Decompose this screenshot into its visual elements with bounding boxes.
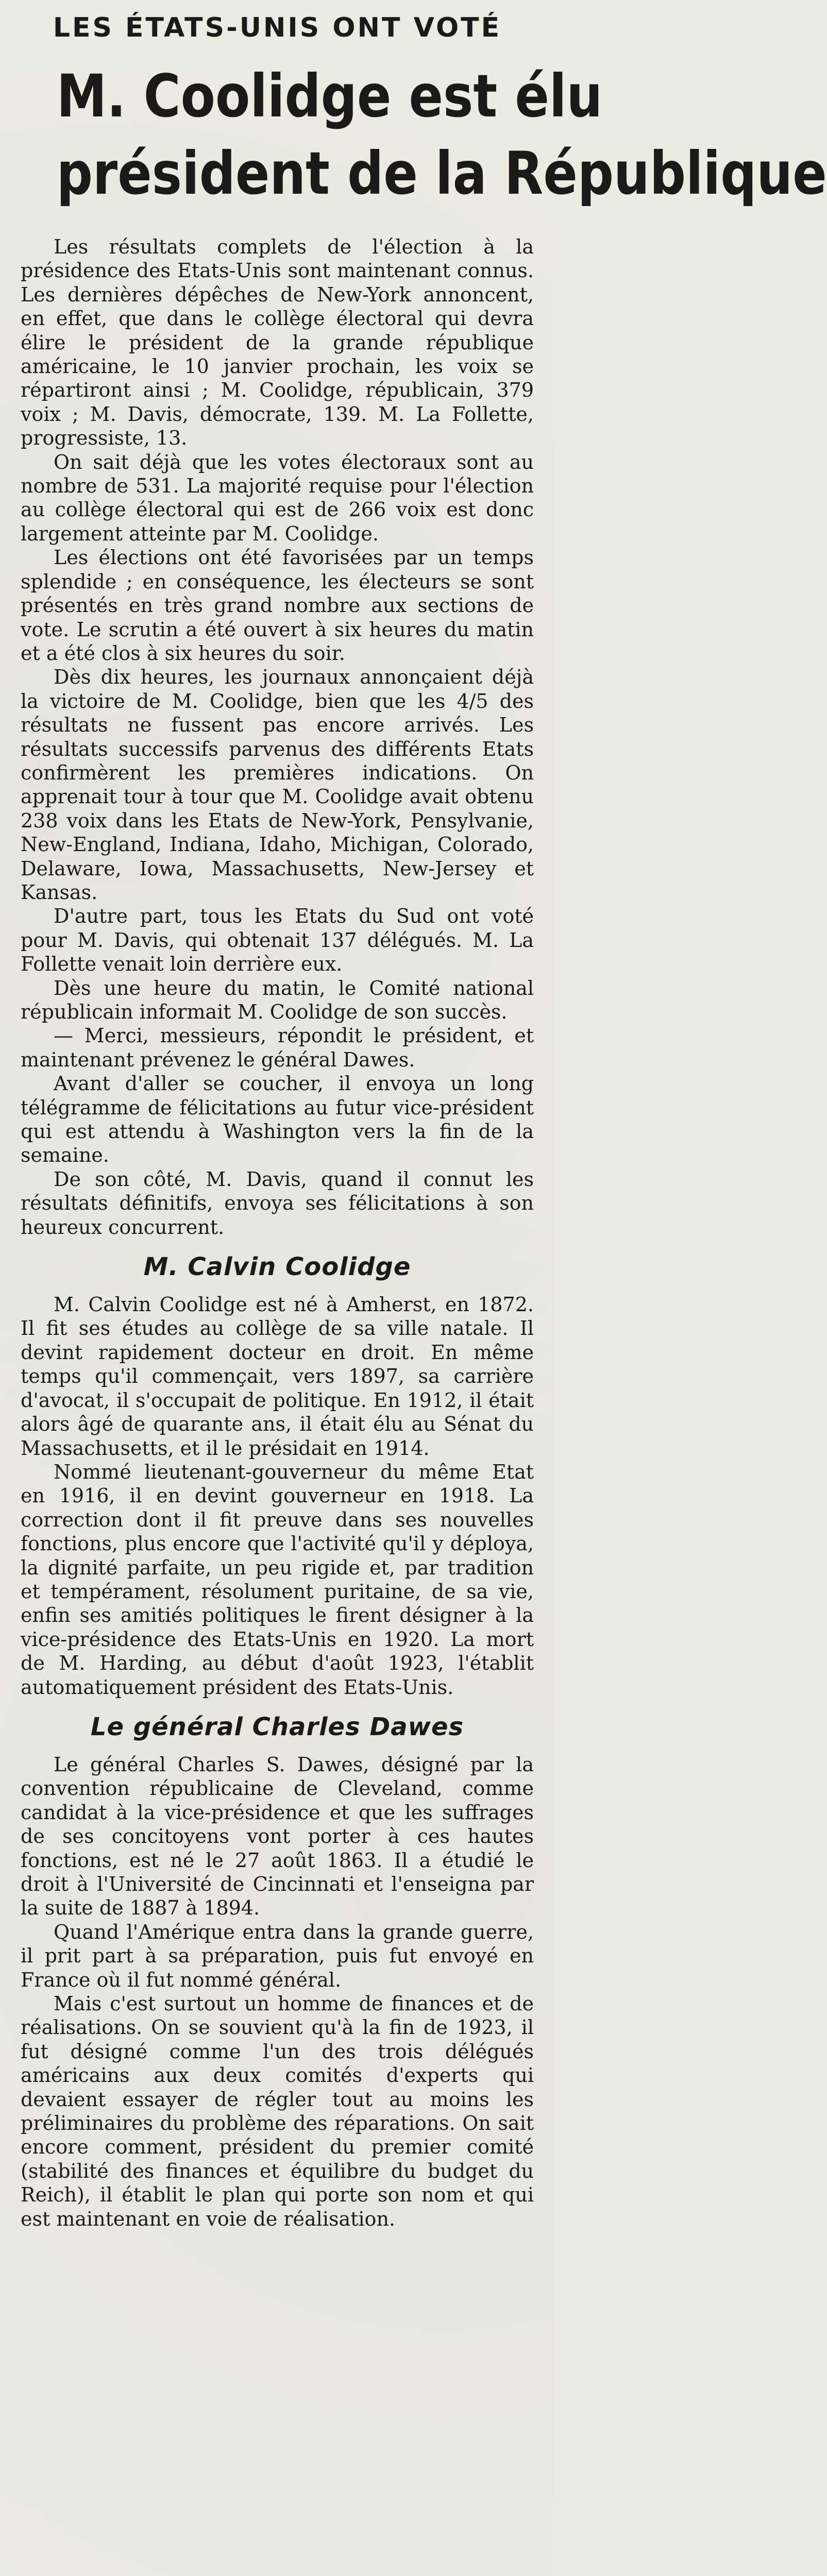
headline-line-2: président de la République xyxy=(56,139,827,208)
paragraph: Avant d'aller se coucher, il envoya un long télégramme de félicitations au futur vice-président qui est attendu à Washington vers la fin de la semaine. xyxy=(21,1072,534,1167)
paragraph: Mais c'est surtout un homme de finances et de réalisations. On se souvient qu'à la fin de 1923, il fut désigné comme l'un des trois délégués américains aux deux comités d'experts qui devaient essayer de régler tout au moins les préliminaires du problème des réparations. On sait encore comment, président du premier comité (stabilité des finances et équilibre du budget du Reich), il établit le plan qui porte son nom et qui est maintenant en voie de réalisation. xyxy=(21,1992,534,2230)
paragraph: Dès dix heures, les journaux annonçaient déjà la victoire de M. Coolidge, bien que les 4/5 des résultats ne fussent pas encore arrivés. Les résultats successifs parvenus des différents Etats confirmèrent les premières indications. On apprenait tour à tour que M. Coolidge avait obtenu 238 voix dans les Etats de New-York, Pensylvanie, New-England, Indiana, Idaho, Michigan, Colorado, Delaware, Iowa, Massachusetts, New-Jersey et Kansas. xyxy=(21,666,534,904)
article-dawes xyxy=(21,1753,534,2231)
paragraph: Quand l'Amérique entra dans la grande guerre, il prit part à sa préparation, puis fut envoyé en France où il fut nommé général. xyxy=(21,1920,534,1991)
headline-line-1: M. Coolidge est élu xyxy=(56,62,603,130)
paragraph: Nommé lieutenant-gouverneur du même Etat en 1916, il en devint gouverneur en 1918. La correction dont il fit preuve dans ses nouvelles fonctions, plus encore que l'activité qu'il y déploya, la dignité parfaite, un peu rigide et, par tradition et tempérament, résolument puritaine, de sa vie, enfin ses amitiés politiques le firent désigner à la vice-présidence des Etats-Unis en 1920. La mort de M. Harding, au début d'août 1923, l'établit automatiquement président des Etats-Unis. xyxy=(21,1460,534,1699)
paragraph: De son côté, M. Davis, quand il connut les résultats définitifs, envoya ses félicitations à son heureux concurrent. xyxy=(21,1167,534,1239)
paragraph: On sait déjà que les votes électoraux sont au nombre de 531. La majorité requise pour l'élection au collège électoral qui est de 266 voix est donc largement atteinte par M. Coolidge. xyxy=(21,450,534,545)
article-intro xyxy=(21,235,534,1239)
paragraph: Dès une heure du matin, le Comité national républicain informait M. Coolidge de son succès. xyxy=(21,976,534,1023)
section-heading-coolidge: M. Calvin Coolidge xyxy=(143,1252,411,1282)
paragraph: M. Calvin Coolidge est né à Amherst, en 1872. Il fit ses études au collège de sa ville natale. Il devint rapidement docteur en droit. En même temps qu'il commençait, vers 1897, sa carrière d'avocat, il s'occupait de politique. En 1912, il était alors âgé de quarante ans, il était élu au Sénat du Massachusetts, et il le présidait en 1914. xyxy=(21,1293,534,1460)
kicker-heading: LES ÉTATS-UNIS ONT VOTÉ xyxy=(53,12,502,43)
paragraph: Les résultats complets de l'élection à la présidence des Etats-Unis sont maintenant connus. Les dernières dépêches de New-York annoncent, en effet, que dans le collège électoral qui devra élire le président de la grande république américaine, le 10 janvier prochain, les voix se répartiront ainsi ; M. Coolidge, républicain, 379 voix ; M. Davis, démocrate, 139. M. La Follette, progressiste, 13. xyxy=(21,235,534,450)
paragraph: Le général Charles S. Dawes, désigné par la convention républicaine de Cleveland, comme candidat à la vice-présidence et que les suffrages de ses concitoyens vont porter à ces hautes fonctions, est né le 27 août 1863. Il a étudié le droit à l'Université de Cincinnati et l'enseigna par la suite de 1887 à 1894. xyxy=(21,1753,534,1920)
paragraph: — Merci, messieurs, répondit le président, et maintenant prévenez le général Dawes. xyxy=(21,1024,534,1071)
section-heading-dawes: Le général Charles Dawes xyxy=(90,1712,464,1741)
paragraph: D'autre part, tous les Etats du Sud ont voté pour M. Davis, qui obtenait 137 délégués. M. La Follette venait loin derrière eux. xyxy=(21,905,534,976)
article-coolidge xyxy=(21,1293,534,1699)
paragraph: Les élections ont été favorisées par un temps splendide ; en conséquence, les électeurs se sont présentés en très grand nombre aux sections de vote. Le scrutin a été ouvert à six heures du matin et a été clos à six heures du soir. xyxy=(21,546,534,665)
